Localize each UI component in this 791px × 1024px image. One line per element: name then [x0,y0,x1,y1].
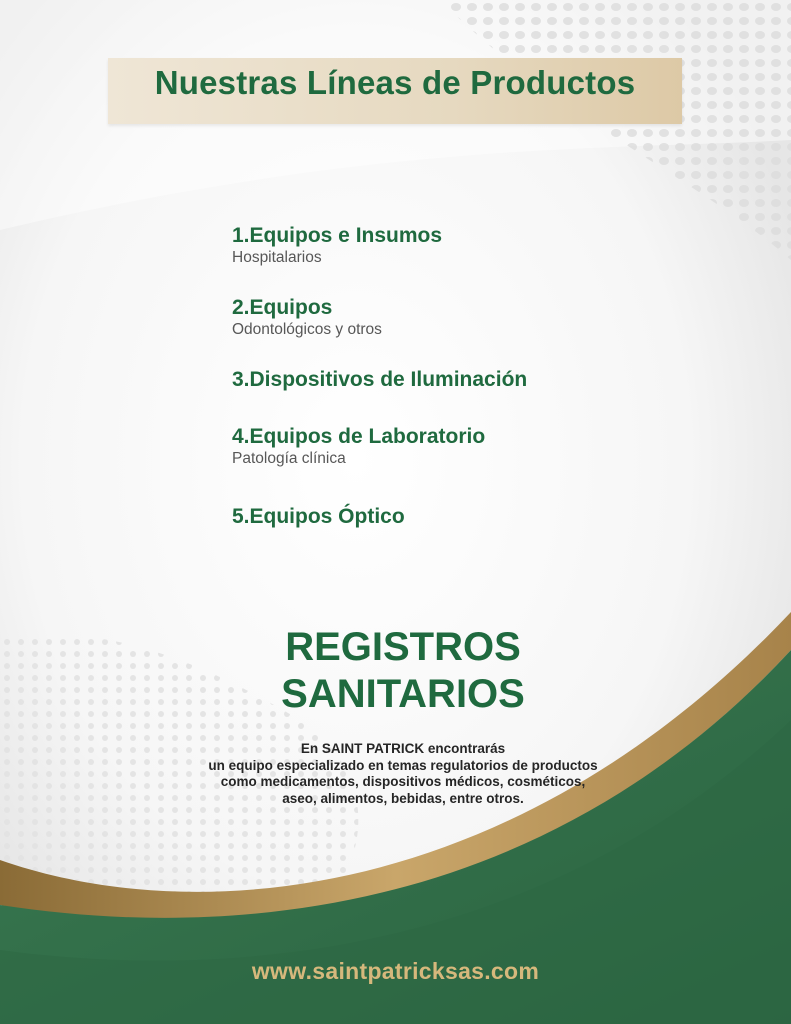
description-line: aseo, alimentos, bebidas, entre otros. [282,790,524,806]
product-line-item [232,224,442,267]
description-line: como medicamentos, dispositivos médicos, cosméticos, [220,774,586,789]
product-line-title: 1.Equipos e Insumos [232,224,443,247]
product-line-subtitle: Odontológicos y otros [232,321,382,338]
product-line-item [232,296,382,339]
title-banner [108,58,682,124]
services-description [170,741,636,807]
product-line-title: 5.Equipos Óptico [232,505,405,528]
description-line: En SAINT PATRICK encontrarás [300,741,506,756]
registros-line-2: SANITARIOS [281,672,525,716]
product-line-subtitle: Hospitalarios [232,249,322,266]
product-line-title: 3.Dispositivos de Iluminación [232,368,528,391]
description-line: un equipo especializado en temas regulatorios de productos [208,757,598,773]
website-link[interactable]: www.saintpatricksas.com [251,958,540,984]
page-title: Nuestras Líneas de Productos [154,64,636,101]
registros-sanitarios-heading [200,624,606,718]
product-line-item [232,425,485,468]
registros-line-1: REGISTROS [285,625,521,669]
product-line-subtitle: Patología clínica [232,450,346,467]
product-line-title: 4.Equipos de Laboratorio [232,425,486,448]
product-line-title: 2.Equipos [232,296,333,319]
product-line-item [232,368,527,392]
product-line-item [232,505,405,529]
